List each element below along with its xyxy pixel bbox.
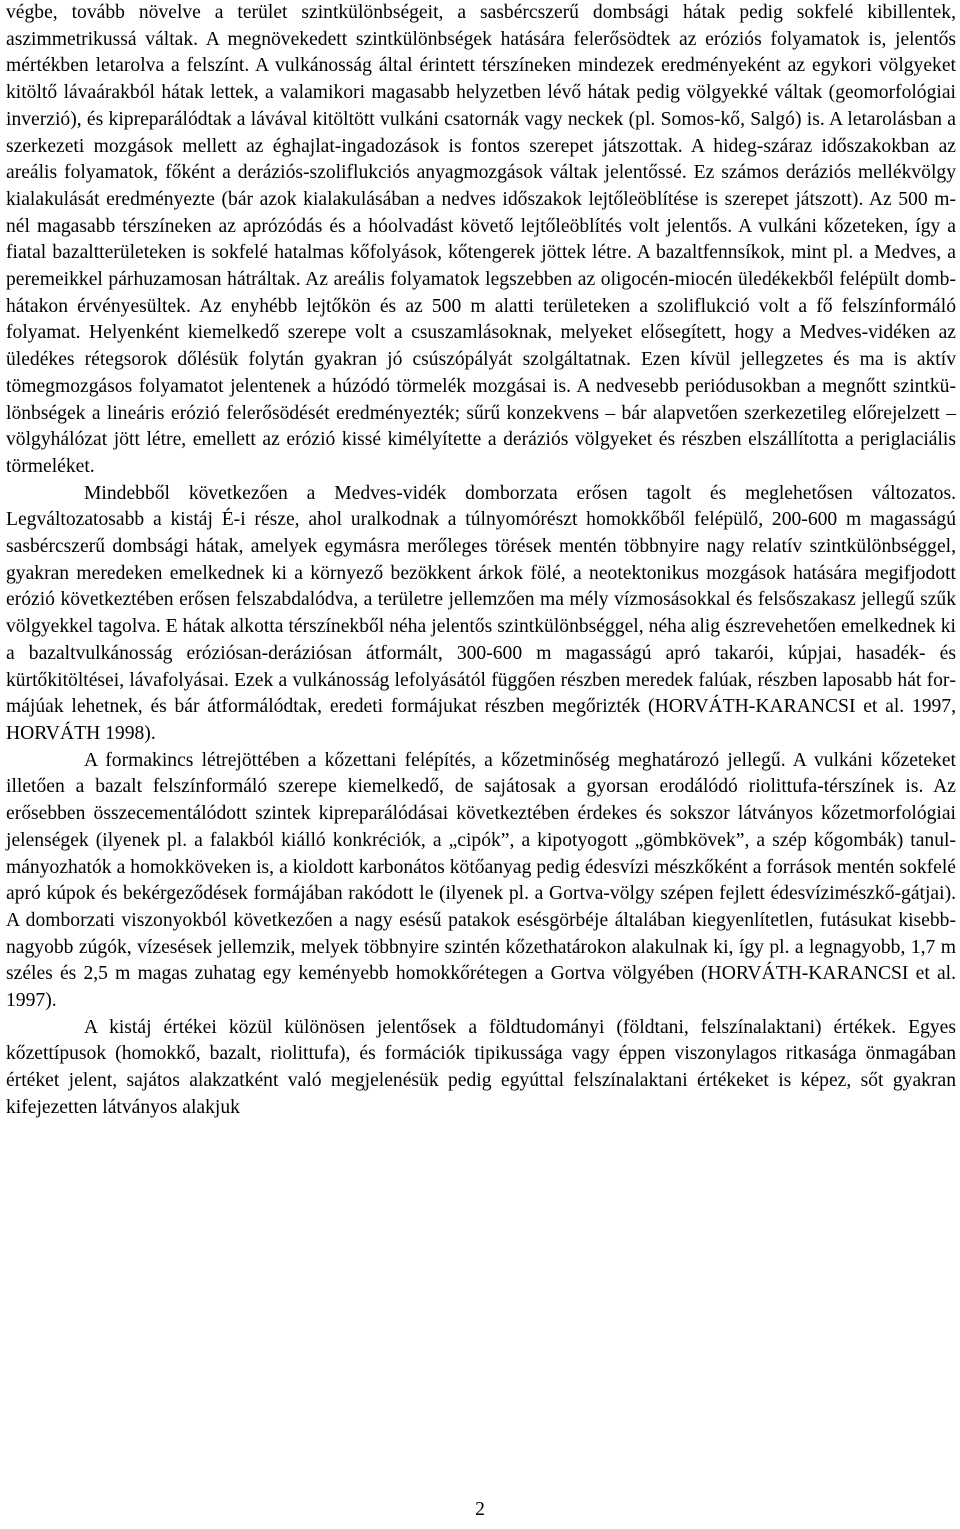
paragraph-relief-description: Mindebből következően a Medves-vidék domborzata erősen tagolt és meglehetősen változatos. Legváltozatosabb a kistáj É-i része, ahol uralkodnak a túlnyomórészt homokkőből felépülő, 200-600 m magasságú sasbércszerű dombsági hátak, amelyek egymásra merőleges törések mentén többnyire nagy relatív szintkülönbséggel, gyakran meredeken emelkednek ki a környező bezökkent árkok fölé, a neotektonikus mozgások hatására megifjodott erózió következtében erősen felszabdalódva, a területre jellemzően ma mély vízmosásokkal és felsőszakasz jellegű szűk völgyekkel tagolva. E hátak alkotta térszínekből néha jelentős szintkülönbséggel, néha alig észrevehetően emelkednek ki a bazaltvulkánosság eróziósan-deráziósan átformált, 300-600 m magasságú apró takarói, kúpjai, hasadék- és kürtőkitöltései, lávafolyásai. Ezek a vulkánosság lefolyásától függően részben meredek falúak, részben laposabb hát formájúak lehetnek, és bár átformálódtak, eredeti formájukat részben megőrizték (HORVÁTH-KARANCSI et al. 1997, HORVÁTH 1998). <box>6 482 956 744</box>
paragraph-geoheritage-values: A kistáj értékei közül különösen jelentősek a földtudományi (földtani, felszínalaktani) értékek. Egyes kőzettípusok (homokkő, bazalt, riolittufa), és formációk tipikussága vagy éppen viszonylagos ritkasága önmagában értéket jelent, sajátos alakzatként való megjelenésük pedig egyúttal felszínalaktani értékeket is képez, sőt gyakran kifejezetten látványos alakjuk <box>6 1016 956 1118</box>
document-page <box>6 0 956 1122</box>
paragraph-landform-evolution: végbe, tovább növelve a terület szintkülönbségeit, a sasbércszerű dombsági hátak pedig sokfelé kibillentek, aszimmetrikussá váltak. A megnövekedett szintkülönbségek hatására felerősödtek az eróziós folyamatok is, jelentős mértékben letarolva a felszínt. A vulkánosság által érintett térszíneken mindezek eredményeként az egykori völgyeket kitöltő lávaárakból hátak lettek, a valamikori magasabb helyzetben lévő hátak pedig völgyekké váltak (geomorfológiai inverzió), és kipreparálódtak a lávával kitöltött vulkáni csatornák vagy neckek (pl. Somos-kő, Salgó) is. A letarolásban a szerkezeti mozgások mellett az éghajlat-ingadozások is fontos szerepet játszottak. A hideg-száraz időszakokban az areális folyamatok, főként a deráziós-szoliflukciós anyagmozgások váltak jelentőssé. Ez számos deráziós mellékvölgy kialakulását eredményezte (bár azok kialakulásában a nedves időszakok lejtőleöblítése is szerepet játszott). Az 500 m-nél magasabb térszíneken az aprózódás és a hóolvadást követő lejtőleöblítés volt jelentős. A vulkáni kőzeteken, így a fiatal bazaltterületeken is sokfelé hatalmas kőfolyások, kőtengerek jöttek létre. A bazaltfennsíkok, mint pl. a Medves, a peremeikkel párhuzamosan hátráltak. Az areális folyamatok legszebben az oligocén-miocén üledékekből felépült dombhátakon érvényesültek. Az enyhébb lejtőkön és az 500 m alatti területeken a szoliflukció volt a fő felszínformáló folyamat. Helyenként kiemelkedő szerepe volt a csuszamlásoknak, melyeket elősegített, hogy a Medves-vidéken az üledékes rétegsorok dőlésük folytán gyakran jó csúszópályát szolgáltatnak. Ezen kívül jellegzetes és ma is aktív tömegmozgásos folyamatot jelentenek a húzódó törmelék mozgásai is. A nedvesebb periódusokban a megnőtt szintkülönbségek a lineáris erózió felerősödését eredményezték; sűrű konzekvens – bár alapvetően szerkezetileg előrejelzett – völgyhálózat jött létre, emellett az erózió kissé kimélyítette a deráziós völgyeket és részben elszállította a periglaciális törmeléket. <box>6 2 956 477</box>
page-number: 2 <box>475 1499 485 1520</box>
paragraph-rock-structure: A formakincs létrejöttében a kőzettani felépítés, a kőzetminőség meghatározó jellegű. A vulkáni kőzeteket illetően a bazalt felszínformáló szerepe kiemelkedő, de sajátosak a gyorsan erodálódó riolittufa-térszínek is. Az erősebben összecementálódott szintek kipreparálódásai következtében érdekes és sokszor látványos kőzetmorfológiai jelenségek (ilyenek pl. a falakból kiálló konkréciók, a „cipók”, a kipotyogott „gömbkövek”, a szép kőgombák) tanulmányozhatók a homokköveken is, a kioldott karbonátos kötőanyag pedig édesvízi mészkőként a források mentén sokfelé apró kúpok és bekérgeződések formájában rakódott le (ilyenek pl. a Gortva-völgy szépen fejlett édesvízimészkő-gátjai). A domborzati viszonyokból következően a nagy esésű patakok esésgörbéje általában kiegyenlítetlen, futásukat kisebb-nagyobb zúgók, vízesések jellemzik, melyek többnyire szintén kőzethatárokon alakulnak ki, így pl. a legnagyobb, 1,7 m széles és 2,5 m magas zuhatag egy keményebb homokkőrétegen a Gortva völgyében (HORVÁTH-KARANCSI et al. 1997). <box>6 749 956 1012</box>
